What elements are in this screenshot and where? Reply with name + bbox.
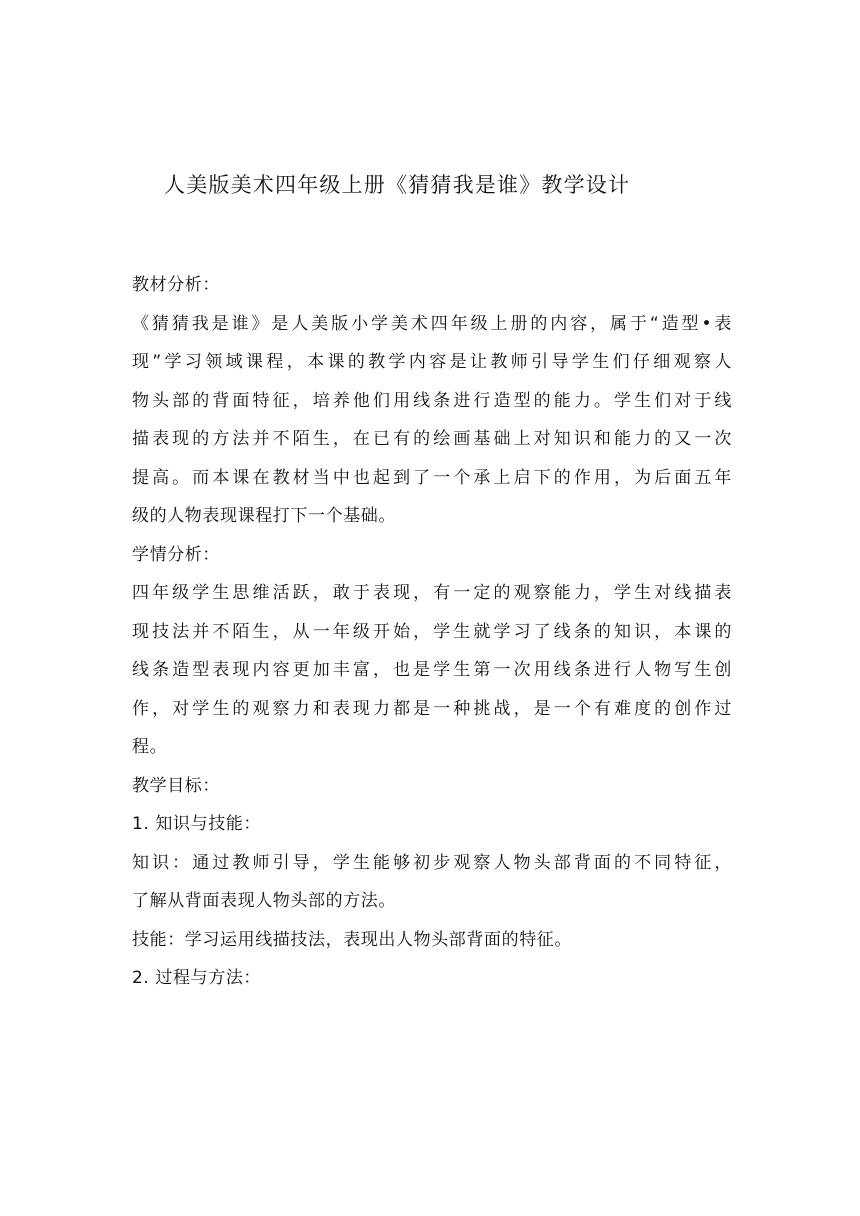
- paragraph-line: 知识：通过教师引导，学生能够初步观察人物头部背面的不同特征，: [132, 852, 732, 873]
- paragraph-line: 《猜猜我是谁》是人美版小学美术四年级上册的内容，属于“造型•表: [132, 313, 732, 334]
- paragraph-line: 级的人物表现课程打下一个基础。: [132, 506, 396, 526]
- paragraph-line: 提高。而本课在教材当中也起到了一个承上启下的作用，为后面五年: [132, 467, 732, 488]
- document-title: 人美版美术四年级上册《猜猜我是谁》教学设计: [164, 173, 631, 197]
- subheading-knowledge-skills: 1. 知识与技能：: [132, 814, 262, 834]
- paragraph-line: 四年级学生思维活跃，敢于表现，有一定的观察能力，学生对线描表: [132, 583, 732, 603]
- heading-teaching-objectives: 教学目标：: [132, 775, 220, 796]
- paragraph-line: 程。: [132, 737, 168, 757]
- paragraph-line: 线条造型表现内容更加丰富，也是学生第一次用线条进行人物写生创: [132, 660, 732, 680]
- document-body: [132, 266, 732, 998]
- subheading-process-methods: 2. 过程与方法：: [132, 968, 262, 988]
- heading-student-analysis: 学情分析：: [132, 544, 220, 565]
- paragraph-line: 作，对学生的观察力和表现力都是一种挑战，是一个有难度的创作过: [132, 698, 732, 719]
- paragraph-line: 现技法并不陌生，从一年级开始，学生就学习了线条的知识，本课的: [132, 621, 732, 642]
- paragraph-line: 描表现的方法并不陌生，在已有的绘画基础上对知识和能力的又一次: [132, 429, 732, 449]
- paragraph-line: 了解从背面表现人物头部的方法。: [132, 891, 396, 911]
- paragraph-line: 技能：学习运用线描技法，表现出人物头部背面的特征。: [132, 929, 572, 950]
- paragraph-line: 现”学习领域课程，本课的教学内容是让教师引导学生们仔细观察人: [132, 352, 732, 372]
- paragraph-line: 物头部的背面特征，培养他们用线条进行造型的能力。学生们对于线: [132, 390, 732, 411]
- heading-textbook-analysis: 教材分析：: [132, 275, 220, 295]
